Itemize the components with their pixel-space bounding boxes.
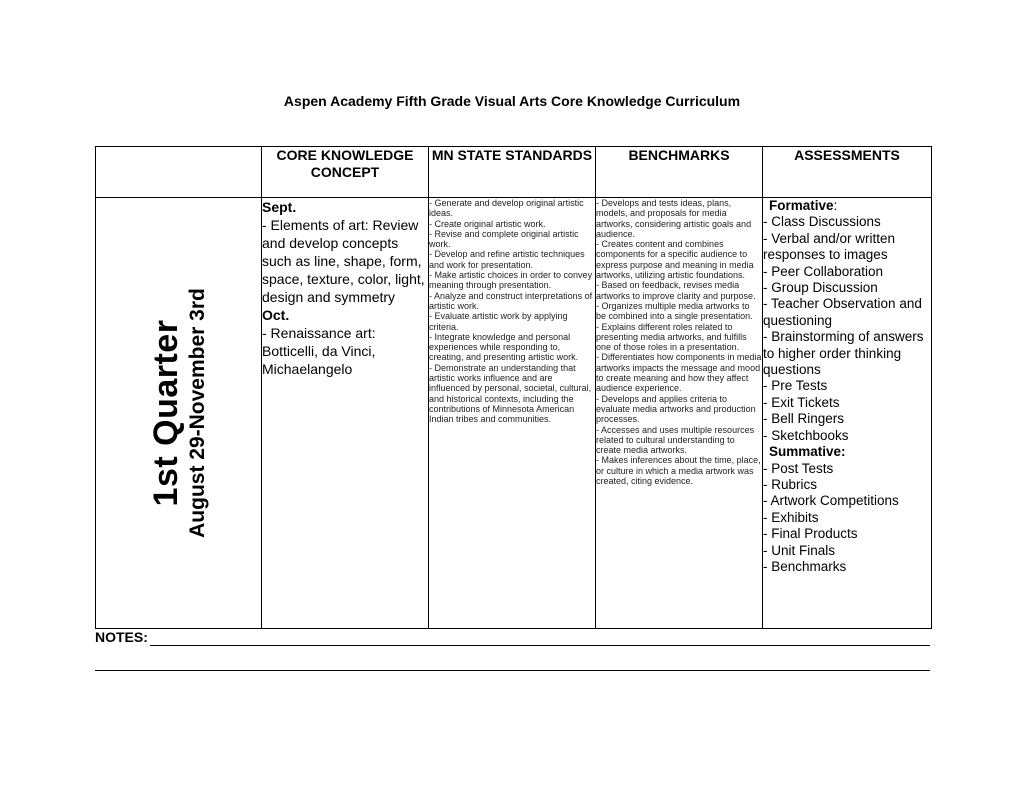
header-standards: MN STATE STANDARDS — [429, 147, 596, 198]
summative-item: - Exhibits — [763, 509, 819, 525]
benchmark-item: - Develops and tests ideas, plans, models, and proposals for media artworks, considering artistic goals and audience. — [596, 198, 752, 239]
benchmarks-cell — [596, 198, 763, 629]
formative-colon: : — [833, 198, 838, 213]
formative-label: Formative — [769, 198, 834, 213]
concept-cell — [262, 198, 429, 629]
benchmark-item: - Creates content and combines components for a specific audience to express purpose and meaning in media artworks, utilizing artistic foundations. — [596, 239, 754, 281]
formative-item: - Bell Ringers — [763, 411, 845, 427]
notes-label: NOTES: — [95, 629, 148, 645]
header-benchmarks: BENCHMARKS — [596, 147, 763, 198]
notes-line — [150, 645, 930, 646]
summative-item: - Rubrics — [763, 476, 818, 492]
summative-item: - Benchmarks — [763, 558, 847, 574]
formative-item: - Group Discussion — [763, 280, 878, 296]
formative-item: - Brainstorming of answers to higher order thinking questions — [763, 329, 924, 378]
header-concept: CORE KNOWLEDGE CONCEPT — [262, 147, 429, 198]
assessments-cell — [763, 198, 932, 629]
standard-item: - Develop and refine artistic techniques and work for presentation. — [429, 249, 585, 270]
standard-item: - Demonstrate an understanding that artistic works influence and are influenced by personal, societal, cultural, and historical contexts, including the contributions of Minnesota American Indian tribes and communities. — [429, 362, 592, 425]
summative-heading: Summative: — [769, 444, 846, 460]
standard-item: - Integrate knowledge and personal experiences while responding to, creating, and presenting artistic work. — [429, 331, 579, 363]
curriculum-table — [95, 146, 932, 629]
formative-item: - Pre Tests — [763, 378, 828, 394]
document-title: Aspen Academy Fifth Grade Visual Arts Core Knowledge Curriculum — [283, 93, 741, 109]
summative-item: - Final Products — [763, 526, 858, 542]
standard-item: - Evaluate artistic work by applying criteria. — [429, 311, 568, 332]
concept-item: - Renaissance art: Botticelli, da Vinci, Michaelangelo — [262, 325, 376, 377]
benchmark-item: - Organizes multiple media artworks to be combined into a single presentation. — [596, 300, 753, 322]
notes-line — [95, 670, 930, 671]
summative-item: - Artwork Competitions — [763, 493, 899, 509]
formative-item: - Class Discussions — [763, 214, 881, 230]
concept-item: - Elements of art: Review and develop concepts such as line, shape, form, space, texture, color, light, design and symmetry — [262, 217, 425, 305]
quarter-row — [96, 198, 932, 629]
formative-item: - Peer Collaboration — [763, 263, 884, 279]
benchmark-item: - Makes inferences about the time, place, or culture in which a media artwork was created, citing evidence. — [596, 455, 761, 487]
standard-item: - Make artistic choices in order to convey meaning through presentation. — [429, 270, 593, 291]
benchmark-item: - Based on feedback, revises media artworks to improve clarity and purpose. — [596, 280, 756, 301]
summative-item: - Unit Finals — [763, 542, 836, 558]
formative-heading — [763, 198, 931, 214]
header-row — [96, 147, 932, 198]
formative-item: - Verbal and/or written responses to images — [763, 230, 896, 263]
formative-item: - Exit Tickets — [763, 394, 840, 410]
formative-item: - Teacher Observation and questioning — [763, 296, 922, 328]
benchmark-item: - Accesses and uses multiple resources related to cultural understanding to create media artworks. — [596, 424, 755, 456]
month-oct: Oct. — [262, 307, 290, 323]
benchmark-item: - Differentiates how components in media artworks impacts the message and mood to create meaning and how they affect audience experience. — [596, 352, 762, 394]
quarter-cell — [96, 198, 262, 629]
quarter-title: 1st Quarter — [146, 319, 185, 507]
summative-item: - Post Tests — [763, 460, 834, 476]
standard-item: - Revise and complete original artistic work. — [429, 228, 579, 250]
standard-item: - Analyze and construct interpretations of artistic work. — [429, 290, 593, 311]
month-sept: Sept. — [262, 199, 297, 215]
formative-item: - Sketchbooks — [763, 427, 849, 443]
header-blank — [96, 147, 262, 198]
header-assessments: ASSESSMENTS — [763, 147, 932, 198]
standard-item: - Create original artistic work. — [429, 218, 546, 229]
benchmark-item: - Develops and applies criteria to evaluate media artworks and production processes. — [596, 393, 756, 425]
standards-cell — [429, 198, 596, 629]
quarter-label — [147, 288, 211, 538]
benchmark-item: - Explains different roles related to presenting media artworks, and fulfills one of those roles in a presentation. — [596, 321, 747, 353]
standard-item: - Generate and develop original artistic ideas. — [429, 198, 584, 219]
quarter-dates: August 29-November 3rd — [185, 288, 209, 538]
